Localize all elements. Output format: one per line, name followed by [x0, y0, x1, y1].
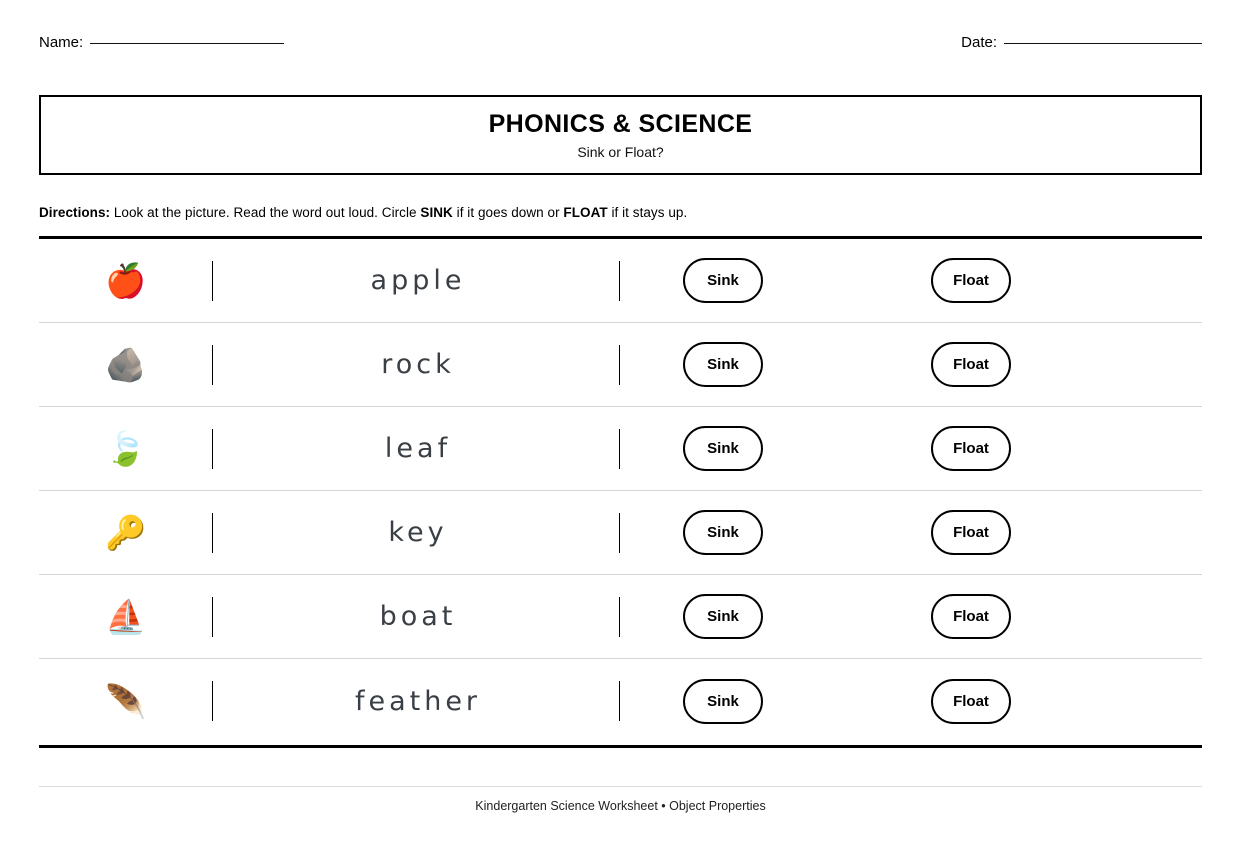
- worksheet-row: [39, 239, 1202, 323]
- name-label: Name:: [39, 34, 84, 51]
- item-picture-cell: [39, 597, 212, 636]
- page-title: PHONICS & SCIENCE: [488, 110, 753, 139]
- float-button[interactable]: Float: [931, 426, 1011, 471]
- float-button[interactable]: Float: [931, 594, 1011, 639]
- name-field: [39, 34, 284, 51]
- item-word-cell: [213, 517, 619, 548]
- date-label: Date:: [961, 34, 997, 51]
- worksheet-rows: [39, 239, 1202, 743]
- directions-keyword-sink: SINK: [420, 205, 453, 220]
- directions-lead: Directions:: [39, 205, 111, 220]
- item-word: boat: [379, 601, 457, 632]
- directions-part2: if it goes down or: [452, 205, 564, 220]
- feather-icon: 🪶: [104, 681, 147, 721]
- directions-keyword-float: FLOAT: [563, 205, 608, 220]
- item-choices-cell: [620, 679, 1202, 724]
- item-picture-cell: [39, 261, 212, 300]
- student-info-row: [39, 34, 1202, 62]
- item-choices-cell: [620, 258, 1202, 303]
- item-choices-cell: [620, 510, 1202, 555]
- footer-divider: [39, 786, 1202, 787]
- worksheet-row: [39, 491, 1202, 575]
- float-button[interactable]: Float: [931, 679, 1011, 724]
- sink-button[interactable]: Sink: [683, 510, 763, 555]
- item-choices-cell: [620, 426, 1202, 471]
- float-button[interactable]: Float: [931, 510, 1011, 555]
- sink-button[interactable]: Sink: [683, 594, 763, 639]
- sink-button[interactable]: Sink: [683, 679, 763, 724]
- table-bottom-rule: [39, 745, 1202, 748]
- item-word: rock: [381, 349, 455, 380]
- item-word: key: [388, 517, 448, 548]
- item-word: feather: [354, 685, 482, 717]
- float-button[interactable]: Float: [931, 342, 1011, 387]
- item-picture-cell: [39, 513, 212, 552]
- apple-icon: 🍎: [104, 261, 147, 300]
- item-word-cell: [213, 601, 619, 632]
- item-word-cell: [213, 349, 619, 380]
- float-button[interactable]: Float: [931, 258, 1011, 303]
- item-word-cell: [213, 686, 619, 717]
- worksheet-row: [39, 407, 1202, 491]
- date-write-line[interactable]: [1004, 43, 1202, 44]
- name-write-line[interactable]: [90, 43, 284, 44]
- key-icon: 🔑: [104, 513, 147, 552]
- item-picture-cell: [39, 681, 212, 721]
- item-word-cell: [213, 265, 619, 296]
- directions-part3: if it stays up.: [607, 205, 688, 220]
- footer-text: Kindergarten Science Worksheet • Object Properties: [475, 799, 766, 813]
- rock-icon: 🪨: [104, 345, 147, 384]
- worksheet-title-box: [39, 95, 1202, 175]
- page-subtitle: Sink or Float?: [577, 143, 664, 160]
- worksheet-row: [39, 323, 1202, 407]
- worksheet-row: [39, 659, 1202, 743]
- item-word: leaf: [384, 433, 452, 464]
- sailboat-icon: ⛵: [104, 597, 147, 636]
- sink-button[interactable]: Sink: [683, 426, 763, 471]
- item-word: apple: [370, 265, 466, 296]
- leaf-icon: 🍃: [104, 429, 147, 468]
- sink-button[interactable]: Sink: [683, 342, 763, 387]
- item-picture-cell: [39, 345, 212, 384]
- item-choices-cell: [620, 594, 1202, 639]
- directions-part1: Look at the picture. Read the word out loud. Circle: [110, 205, 421, 220]
- item-word-cell: [213, 433, 619, 464]
- worksheet-row: [39, 575, 1202, 659]
- directions-text: [39, 205, 687, 220]
- item-choices-cell: [620, 342, 1202, 387]
- date-field: [961, 34, 1202, 51]
- sink-button[interactable]: Sink: [683, 258, 763, 303]
- item-picture-cell: [39, 429, 212, 468]
